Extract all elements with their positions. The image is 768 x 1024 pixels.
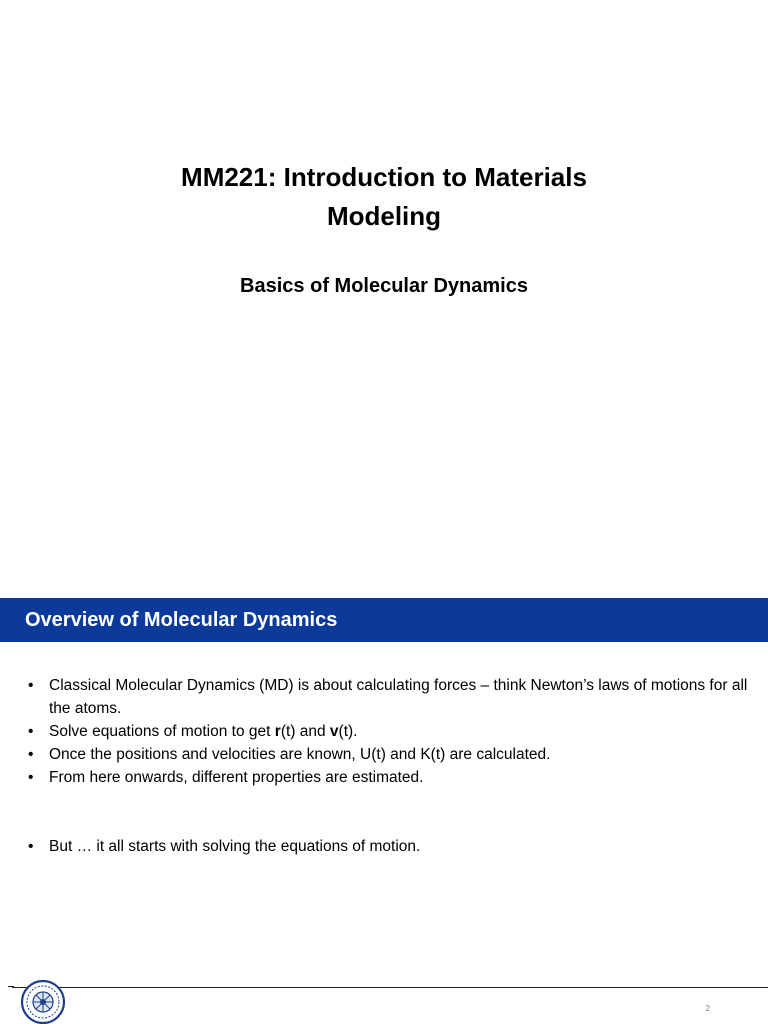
velocity-symbol: v [329, 723, 339, 740]
bullet-glyph: • [28, 769, 34, 786]
course-title-line1: MM221: Introduction to Materials [181, 162, 587, 192]
list-item [28, 743, 748, 766]
position-symbol: r [274, 723, 281, 740]
lecture-subtitle: Basics of Molecular Dynamics [240, 275, 528, 297]
bullet-list [28, 674, 748, 858]
footer-divider [12, 987, 768, 988]
bullet-text-pre: Solve equations of motion to get [49, 723, 275, 740]
bullet-text: From here onwards, different properties are estimated. [49, 769, 424, 786]
slide-heading: Overview of Molecular Dynamics [25, 609, 338, 631]
bullet-text-mid: (t) and [280, 723, 330, 740]
list-item [28, 766, 748, 789]
content-slide [0, 580, 768, 1024]
list-item [28, 835, 748, 858]
list-item [28, 674, 748, 720]
bullet-text: Classical Molecular Dynamics (MD) is about calculating forces – think Newton’s laws of motions for all the atoms. [49, 677, 748, 717]
bullet-text-post: (t). [338, 723, 358, 740]
course-title [0, 158, 768, 236]
institute-seal-icon [18, 976, 68, 1024]
course-title-line2: Modeling [326, 201, 442, 231]
bullet-glyph: • [28, 746, 34, 763]
slide-header-banner [0, 598, 768, 642]
list-spacer [28, 789, 748, 835]
bullet-glyph: • [28, 677, 34, 694]
page-number: 2 [705, 1004, 710, 1013]
bullet-text: Once the positions and velocities are known, U(t) and K(t) are calculated. [49, 746, 551, 763]
list-item [28, 720, 748, 743]
bullet-glyph: • [28, 838, 34, 855]
bullet-glyph: • [28, 723, 34, 740]
bullet-text: But … it all starts with solving the equations of motion. [49, 838, 421, 855]
